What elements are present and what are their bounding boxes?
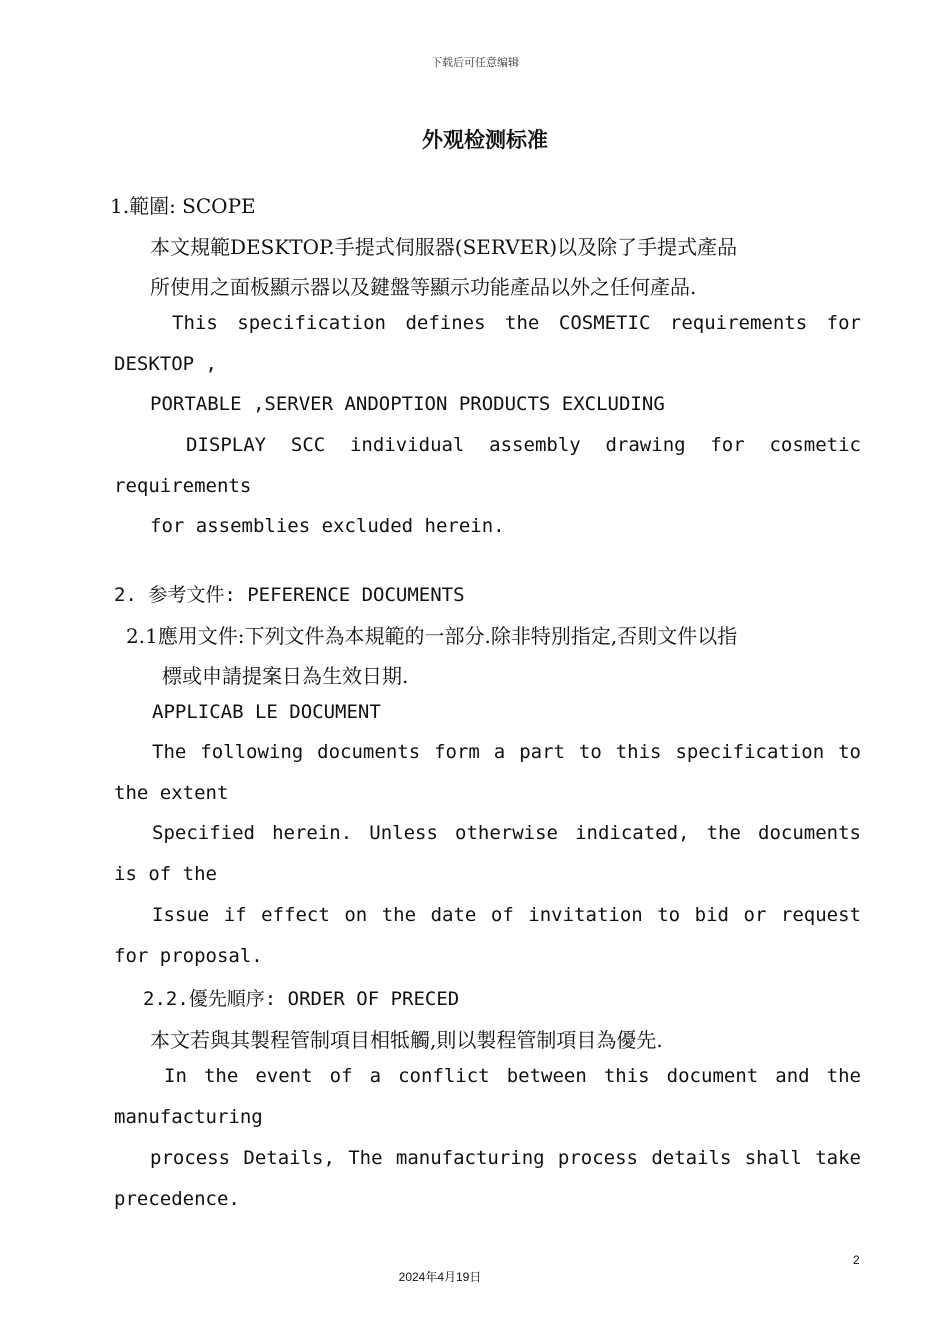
footer-date: 2024年4月19日 — [398, 1270, 482, 1284]
section-2-2-en-line-2: manufacturing — [114, 1106, 263, 1128]
section-2-1-zh-line-1: 2.1應用文件:下列文件為本規範的一部分.除非特別指定,否則文件以指 — [126, 624, 738, 648]
section-2-1-en-line-6: for proposal. — [114, 945, 263, 967]
section-2-1-en-line-4: is of the — [114, 863, 217, 885]
section-2-2-en-line-1: In the event of a conflict between this document and the — [164, 1065, 861, 1087]
section-2-1-en-line-5: Issue if effect on the date of invitation to bid or request — [152, 904, 861, 926]
section-1-en-line-1: This specification defines the COSMETIC requirements for — [172, 312, 861, 334]
document-title: 外观检测标准 — [422, 127, 548, 152]
section-1-en-line-6: for assemblies excluded herein. — [150, 515, 505, 537]
section-2-heading: 2. 参考文件: PEFERENCE DOCUMENTS — [114, 584, 465, 606]
section-1-zh-line-1: 本文規範DESKTOP.手提式伺服器(SERVER)以及除了手提式產品 — [150, 235, 738, 259]
page-header-note: 下载后可任意编辑 — [431, 57, 519, 69]
section-2-1-en-line-1: The following documents form a part to this specification to — [152, 741, 861, 763]
section-2-2-en-line-3: process Details, The manufacturing process details shall take — [150, 1147, 861, 1169]
section-2-2-heading: 2.2.優先順序: ORDER OF PRECED — [143, 988, 460, 1010]
section-2-2-zh-line-1: 本文若與其製程管制項目相牴觸,則以製程管制項目為優先. — [150, 1028, 663, 1052]
section-2-1-zh-line-2: 標或申請提案日為生效日期. — [162, 664, 409, 688]
section-1-en-line-5: requirements — [114, 475, 252, 497]
section-1-heading: 1.範圍: SCOPE — [110, 194, 256, 218]
section-1-en-line-3: PORTABLE ,SERVER ANDOPTION PRODUCTS EXCLUDING — [150, 393, 665, 415]
section-1-en-line-4: DISPLAY SCC individual assembly drawing for cosmetic — [186, 434, 861, 456]
section-2-1-en-line-3: Specified herein. Unless otherwise indicated, the documents — [152, 822, 861, 844]
section-2-1-en-heading: APPLICAB LE DOCUMENT — [152, 701, 381, 723]
section-1-en-line-2: DESKTOP , — [114, 353, 217, 375]
page-number: 2 — [853, 1253, 860, 1267]
section-2-2-en-line-4: precedence. — [114, 1188, 240, 1210]
section-1-zh-line-2: 所使用之面板顯示器以及鍵盤等顯示功能產品以外之任何產品. — [150, 275, 697, 299]
section-2-1-en-line-2: the extent — [114, 782, 229, 804]
